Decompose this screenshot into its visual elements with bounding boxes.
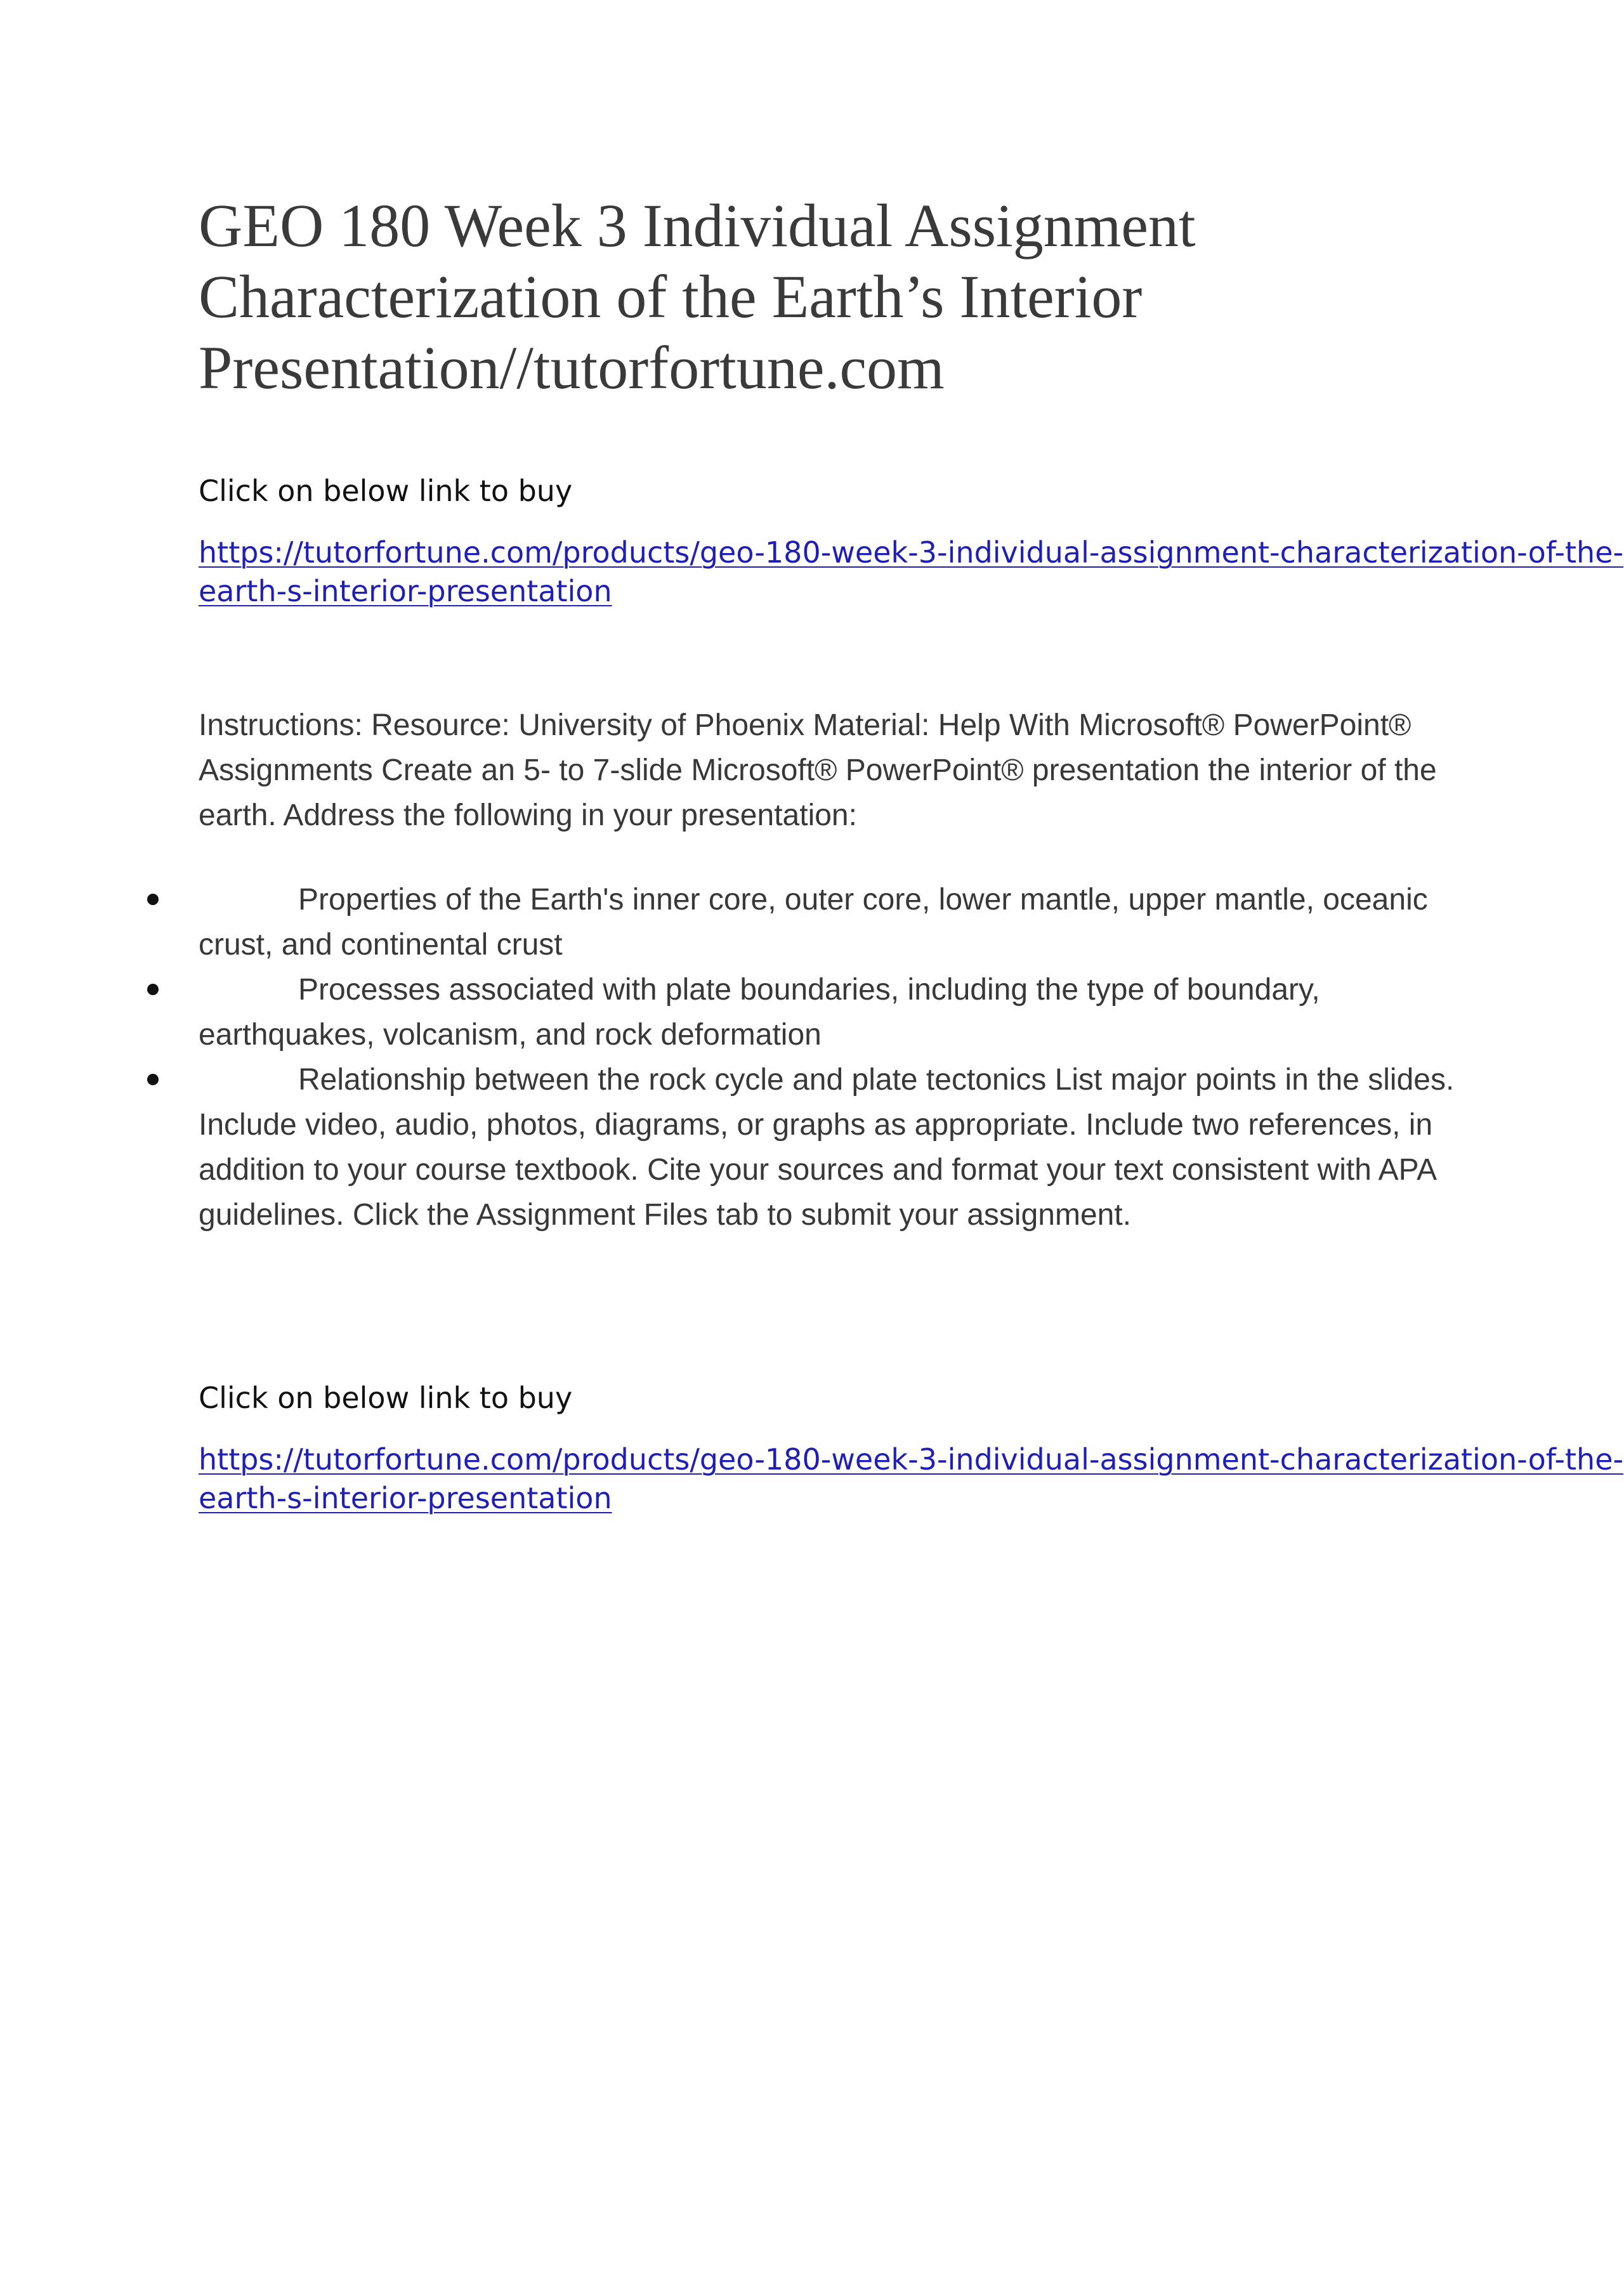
list-item-text: Properties of the Earth's inner core, outer core, lower mantle, upper mantle, oceanic crust, and continental crust	[199, 883, 1428, 962]
title-line: GEO 180 Week 3 Individual Assignment	[199, 192, 1196, 259]
list-item	[0, 1057, 1455, 1237]
bullet-icon	[147, 984, 159, 995]
instructions-paragraph: Instructions: Resource: University of Phoenix Material: Help With Microsoft® PowerPoint® Assignments Create an 5- to 7-slide Microsoft® PowerPoint® presentation the interior of the earth. Address the following in your presentation:	[199, 708, 1437, 832]
list-item-text: Processes associated with plate boundaries, including the type of boundary, earthquakes, volcanism, and rock deformation	[199, 973, 1320, 1052]
product-link-line: https://tutorfortune.com/products/geo-180-week-3-individual-assignment-characterization-of-the-	[199, 535, 1624, 570]
buy-link-label: Click on below link to buy	[199, 1381, 573, 1415]
list-item	[0, 967, 1455, 1057]
list-item-text: Relationship between the rock cycle and plate tectonics List major points in the slides. Include video, audio, photos, diagrams, or graphs as appropriate. Include two references, in addition to your course textbook. Cite your sources and format your text consistent with APA guidelines. Click the Assignment Files tab to submit your assignment.	[199, 1063, 1455, 1232]
product-link-line: earth-s-interior-presentation	[199, 574, 612, 608]
title-line: Presentation//tutorfortune.com	[199, 334, 945, 401]
document-title	[199, 190, 1499, 403]
bullet-icon	[147, 1074, 159, 1085]
product-link[interactable]	[199, 533, 1624, 611]
product-link-line: https://tutorfortune.com/products/geo-180-week-3-individual-assignment-characterization-of-the-	[199, 1442, 1624, 1477]
bullet-icon	[147, 894, 159, 905]
product-link-line: earth-s-interior-presentation	[199, 1481, 612, 1515]
requirements-list	[0, 877, 1624, 1237]
list-item	[0, 877, 1455, 967]
buy-link-label: Click on below link to buy	[199, 474, 573, 508]
title-line: Characterization of the Earth’s Interior	[199, 263, 1143, 330]
product-link[interactable]	[199, 1440, 1624, 1518]
